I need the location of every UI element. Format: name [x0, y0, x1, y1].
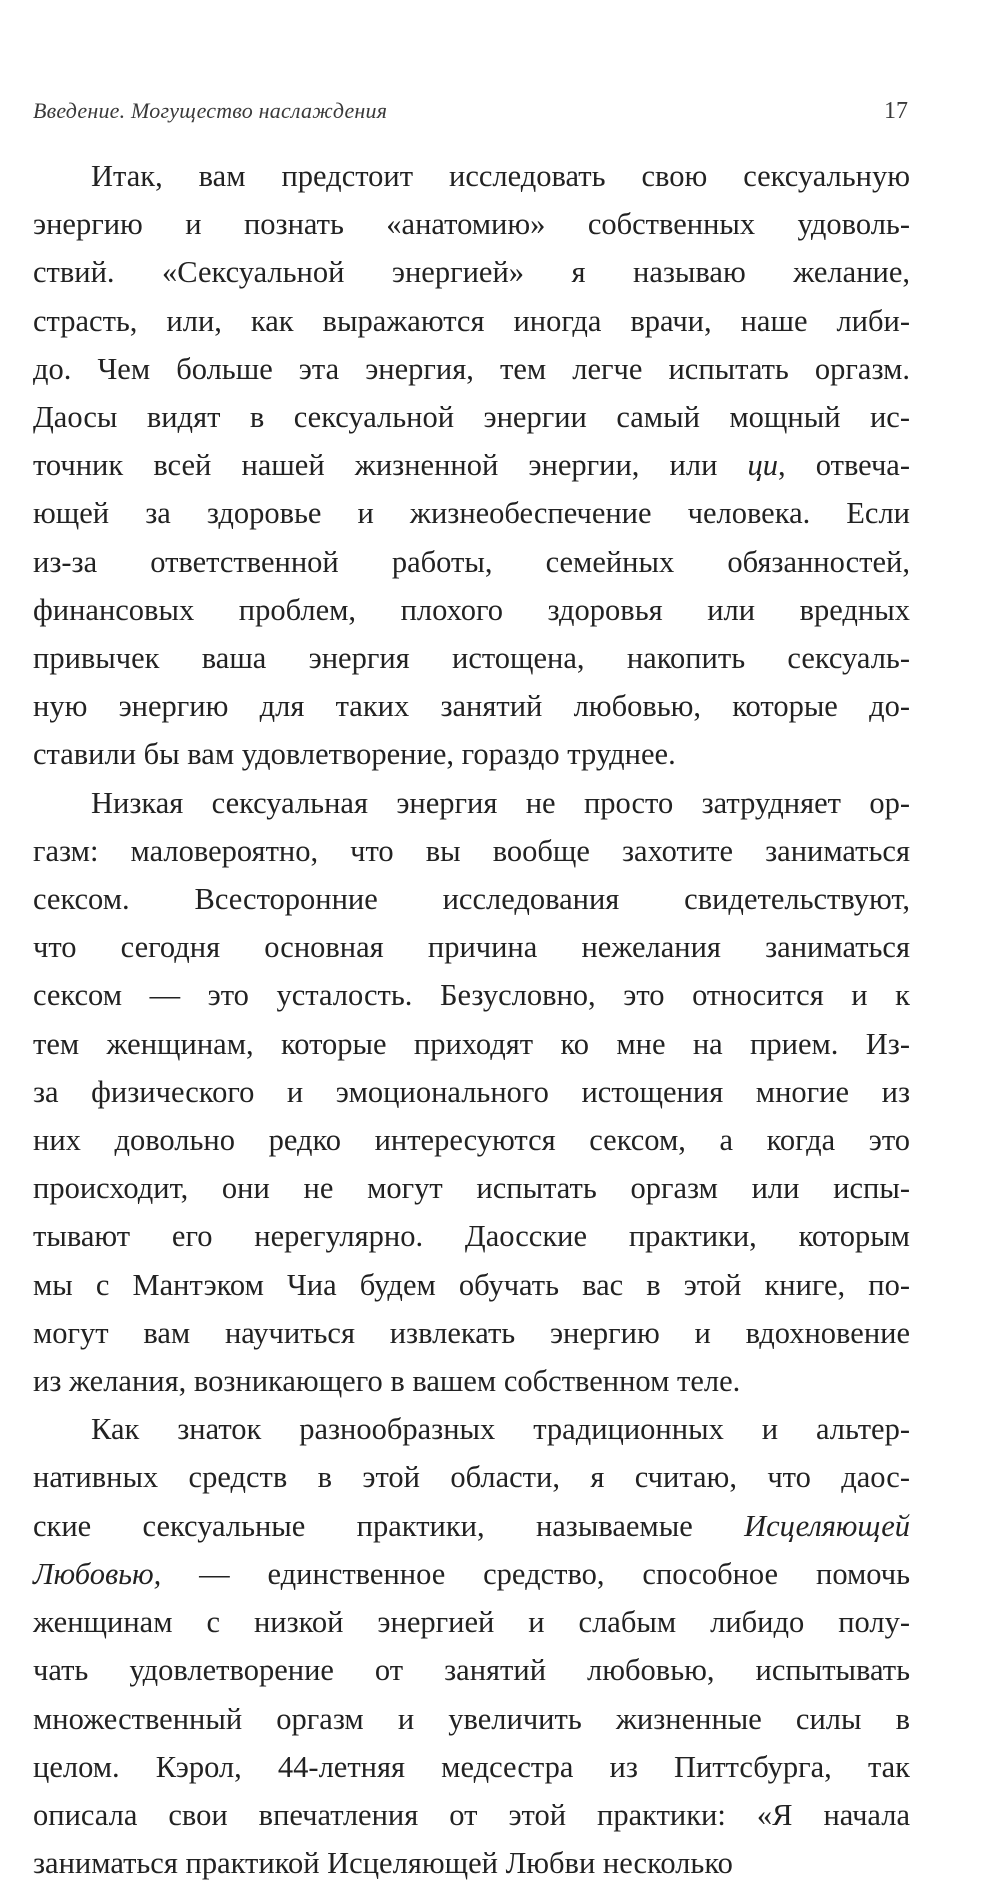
- text-line: ствий. «Сексуальной энергией» я называю желание,: [33, 255, 910, 290]
- text-line: нативных средств в этой области, я считаю, что даос-: [33, 1460, 910, 1495]
- text-line: целом. Кэрол, 44-летняя медсестра из Питтсбурга, так: [33, 1749, 910, 1784]
- text-line: Любовью, — единственное средство, способное помочь: [33, 1556, 910, 1591]
- italic-term: Исцеляющей: [744, 1508, 910, 1543]
- italic-term: Любовью,: [33, 1556, 162, 1591]
- text-line: Итак, вам предстоит исследовать свою сексуальную: [91, 159, 910, 193]
- text-line: ставили бы вам удовлетворение, гораздо труднее.: [33, 737, 676, 772]
- running-title: Введение. Могущество наслаждения: [33, 98, 388, 123]
- text-line: мы с Мантэком Чиа будем обучать вас в этой книге, по-: [33, 1267, 910, 1302]
- text-line: множественный оргазм и увеличить жизненные силы в: [33, 1701, 910, 1736]
- text-line: ские сексуальные практики, называемые Исцеляющей: [33, 1508, 910, 1543]
- text-line: чать удовлетворение от занятий любовью, испытывать: [33, 1653, 910, 1688]
- text-line: финансовых проблем, плохого здоровья или вредных: [33, 592, 910, 627]
- text-line: могут вам научиться извлекать энергию и вдохновение: [33, 1315, 910, 1350]
- text-line: ющей за здоровье и жизнеобеспечение человека. Если: [33, 496, 910, 531]
- paragraph: [33, 1405, 910, 1887]
- text-line: заниматься практикой Исцеляющей Любви несколько: [33, 1846, 733, 1881]
- text-line: тем женщинам, которые приходят ко мне на прием. Из-: [33, 1026, 910, 1061]
- text-line: женщинам с низкой энергией и слабым либидо полу-: [33, 1605, 910, 1640]
- text-line: привычек ваша энергия истощена, накопить сексуаль-: [33, 641, 910, 676]
- body-text: [33, 152, 910, 1887]
- text-line: них довольно редко интересуются сексом, а когда это: [33, 1123, 910, 1158]
- text-line: происходит, они не могут испытать оргазм или испы-: [33, 1171, 910, 1206]
- text-line: до. Чем больше эта энергия, тем легче испытать оргазм.: [33, 351, 910, 386]
- text-line: сексом — это усталость. Безусловно, это относится и к: [33, 978, 910, 1013]
- text-line: описала свои впечатления от этой практики: «Я начала: [33, 1797, 910, 1832]
- text-line: Даосы видят в сексуальной энергии самый мощный ис-: [33, 400, 910, 435]
- text-line: что сегодня основная причина нежелания заниматься: [33, 930, 910, 965]
- text-line: газм: маловероятно, что вы вообще захотите заниматься: [33, 833, 910, 868]
- text-line: энергию и познать «анатомию» собственных удоволь-: [33, 207, 910, 242]
- paragraph: [33, 779, 910, 1406]
- text-line: ную энергию для таких занятий любовью, которые до-: [33, 689, 910, 724]
- text-line: точник всей нашей жизненной энергии, или ци, отвеча-: [33, 448, 910, 483]
- text-line: из желания, возникающего в вашем собственном теле.: [33, 1364, 741, 1399]
- text-line: сексом. Всесторонние исследования свидетельствуют,: [33, 882, 910, 917]
- text-line: за физического и эмоционального истощения многие из: [33, 1074, 910, 1109]
- text-line: из-за ответственной работы, семейных обязанностей,: [33, 544, 910, 579]
- text-line: страсть, или, как выражаются иногда врачи, наше либи-: [33, 303, 910, 338]
- page-number: 17: [884, 98, 908, 124]
- text-line: Низкая сексуальная энергия не просто затрудняет ор-: [91, 785, 910, 820]
- text-line: тывают его нерегулярно. Даосские практики, которым: [33, 1219, 910, 1254]
- paragraph: [33, 152, 910, 779]
- italic-term: ци: [747, 448, 779, 483]
- text-line: Как знаток разнообразных традиционных и альтер-: [91, 1412, 910, 1447]
